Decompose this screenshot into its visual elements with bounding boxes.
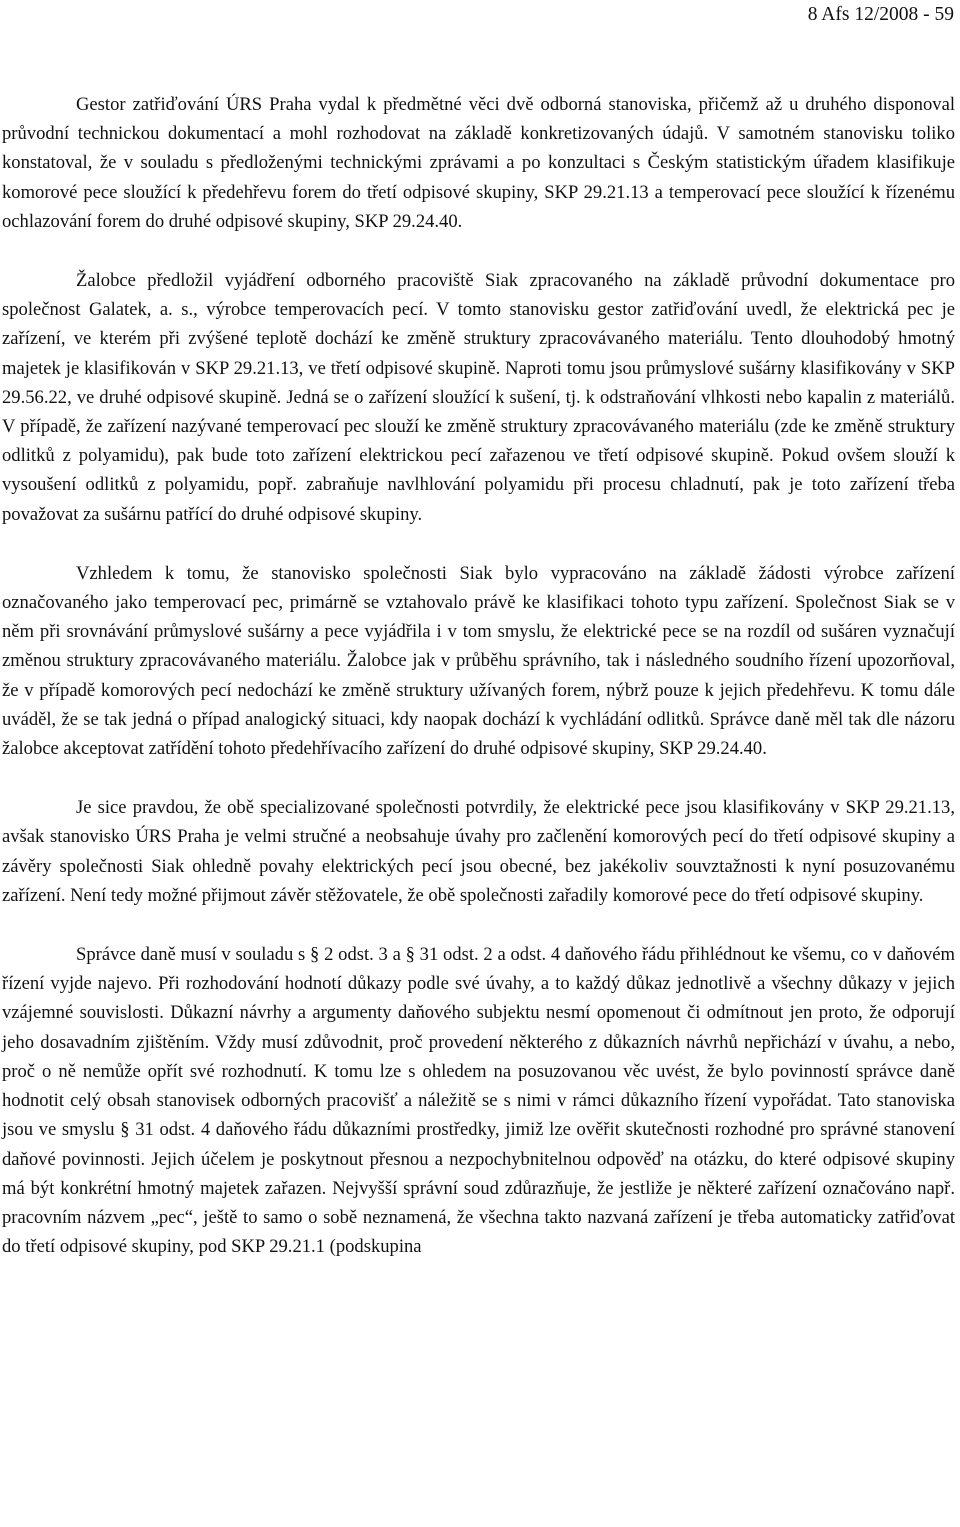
document-body bbox=[2, 90, 955, 1261]
paragraph-gestor-stanoviska: Gestor zatřiďování ÚRS Praha vydal k předmětné věci dvě odborná stanoviska, přičemž až u druhého disponoval průvodní technickou dokumentací a mohl rozhodovat na základě konkretizovaných údajů. V samotném stanovisku toliko konstatoval, že v souladu s předloženými technickými zprávami a po konzultaci s Českým statistickým úřadem klasifikuje komorové pece sloužící k předehřevu forem do třetí odpisové skupiny, SKP 29.21.13 a temperovací pece sloužící k řízenému ochlazování forem do druhé odpisové skupiny, SKP 29.24.40. bbox=[2, 94, 955, 232]
paragraph-je-sice-pravdou: Je sice pravdou, že obě specializované společnosti potvrdily, že elektrické pece jsou klasifikovány v SKP 29.21.13, avšak stanovisko ÚRS Praha je velmi stručné a neobsahuje úvahy pro začlenění komorových pecí do třetí odpisové skupiny a závěry společnosti Siak ohledně povahy elektrických pecí jsou obecné, bez jakékoliv souvztažnosti k nyní posuzovanému zařízení. Není tedy možné přijmout závěr stěžovatele, že obě společnosti zařadily komorové pece do třetí odpisové skupiny. bbox=[2, 797, 955, 906]
paragraph-zalobce-siak: Žalobce předložil vyjádření odborného pracoviště Siak zpracovaného na základě průvodní dokumentace pro společnost Galatek, a. s., výrobce temperovacích pecí. V tomto stanovisku gestor zatřiďování uvedl, že elektrická pec je zařízení, ve kterém při zvýšené teplotě dochází ke změně struktury zpracovávaného materiálu. Tento dlouhodobý hmotný majetek je klasifikován v SKP 29.21.13, ve třetí odpisové skupině. Naproti tomu jsou průmyslové sušárny klasifikovány v SKP 29.56.22, ve druhé odpisové skupině. Jedná se o zařízení sloužící k sušení, tj. k odstraňování vlhkosti nebo kapalin z materiálů. V případě, že zařízení nazývané temperovací pec slouží ke změně struktury zpracovávaného materiálu (zde ke změně struktury odlitků z polyamidu), pak bude toto zařízení elektrickou pecí zařazenou ve třetí odpisové skupině. Pokud ovšem slouží k vysoušení odlitků z polyamidu, popř. zabraňuje navlhlování polyamidu při procesu chladnutí, pak je toto zařízení třeba považovat za sušárnu patřící do druhé odpisové skupiny. bbox=[2, 270, 955, 525]
paragraph-vzhledem-k-tomu: Vzhledem k tomu, že stanovisko společnosti Siak bylo vypracováno na základě žádosti výrobce zařízení označovaného jako temperovací pec, primárně se vztahovalo právě ke klasifikaci tohoto typu zařízení. Společnost Siak se v něm při srovnávání průmyslové sušárny a pece vyjádřila i v tom smyslu, že elektrické pece se na rozdíl od sušáren vyznačují změnou struktury zpracovávaného materiálu. Žalobce jak v průběhu správního, tak i následného soudního řízení upozorňoval, že v případě komorových pecí nedochází ke změně struktury užívaných forem, nýbrž pouze k jejich předehřevu. K tomu dále uváděl, že se tak jedná o případ analogický situaci, kdy naopak dochází k vychládání odlitků. Správce daně měl tak dle názoru žalobce akceptovat zatřídění tohoto předehřívacího zařízení do druhé odpisové skupiny, SKP 29.24.40. bbox=[2, 562, 955, 760]
page-reference: 8 Afs 12/2008 - 59 bbox=[807, 4, 954, 25]
paragraph-spravce-dane: Správce daně musí v souladu s § 2 odst. 3 a § 31 odst. 2 a odst. 4 daňového řádu přihlédnout ke všemu, co v daňovém řízení vyjde najevo. Při rozhodování hodnotí důkazy podle své úvahy, a to každý důkaz jednotlivě a všechny důkazy v jejich vzájemné souvislosti. Důkazní návrhy a argumenty daňového subjektu nesmí opomenout či odmítnout jen proto, že odporují jeho dosavadním zjištěním. Vždy musí zdůvodnit, proč provedení některého z důkazních návrhů nepřichází v úvahu, a nebo, proč o ně nemůže opřít své rozhodnutí. K tomu lze s ohledem na posuzovanou věc uvést, že bylo povinností správce daně hodnotit celý obsah stanovisek odborných pracovišť a náležitě se s nimi v rámci důkazního řízení vypořádat. Tato stanoviska jsou ve smyslu § 31 odst. 4 daňového řádu důkazními prostředky, jimiž lze ověřit skutečnosti rozhodné pro správné stanovení daňové povinnosti. Jejich účelem je poskytnout přesnou a nezpochybnitelnou odpověď na otázku, do které odpisové skupiny má být konkrétní hmotný majetek zařazen. Nejvyšší správní soud zdůrazňuje, že jestliže je některé zařízení označováno např. pracovním názvem „pec“, ještě to samo o sobě neznamená, že všechna takto nazvaná zařízení je třeba automaticky zatřiďovat do třetí odpisové skupiny, pod SKP 29.21.1 (podskupina bbox=[2, 944, 955, 1258]
